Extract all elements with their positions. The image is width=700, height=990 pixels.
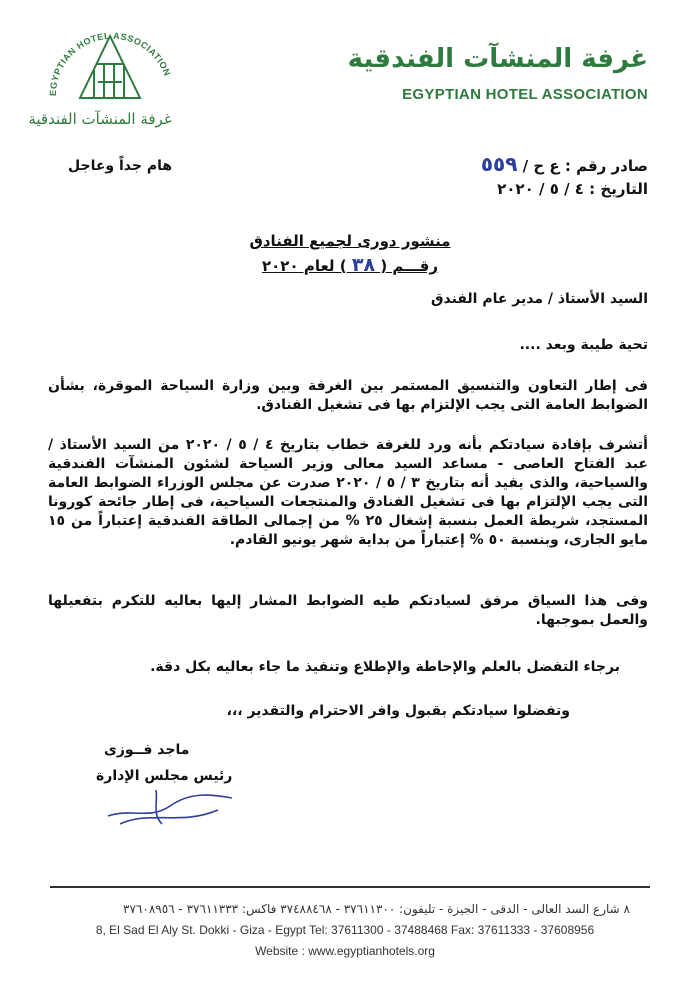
logo-caption: غرفة المنشآت الفندقية (28, 110, 172, 128)
handwritten-signature (100, 780, 240, 830)
salutation: السيد الأستاذ / مدير عام الفندق (431, 291, 648, 307)
footer-website: Website : www.egyptianhotels.org (255, 944, 435, 958)
brand-name-english: EGYPTIAN HOTEL ASSOCIATION (402, 86, 648, 103)
greeting: تحية طيبة وبعد .... (519, 337, 648, 353)
circular-number-value: ٣٨ (351, 254, 376, 276)
logo-ring-text: EGYPTIAN HOTEL ASSOCIATION (47, 30, 173, 97)
circular-number (180, 254, 520, 276)
outgoing-number-label: صادر رقم : ع ح / (522, 157, 648, 175)
footer-address-english: 8, El Sad El Aly St. Dokki - Giza - Egypt Tel: 37611300 - 37488468 Fax: 37611333 - 37608956 (95, 923, 595, 937)
outgoing-number (481, 152, 648, 176)
paragraph-details: أتشرف بإفادة سيادتكم بأنه ورد للغرفة خطاب بتاريخ ٤ / ٥ / ٢٠٢٠ من السيد الأستاذ / عبد الفتاح العاصى - مساعد السيد معالى وزير السياحة لشئون المنشآت الفندقية والسياحية، والذى يفيد أنه بتاريخ ٣ / ٥ / ٢٠٢٠ صدرت عن مجلس الوزراء الضوابط العامة التى يجب الإلتزام بها فى تشغيل الفنادق والمنتجعات السياحية، فى إطار جائحة كورونا المستجد، شريطة العمل بنسبة إشغال ٢٥ % من إجمالى الطاقة الفندقية إعتباراً من ١٥ مايو الجارى، وبنسبة ٥٠ % إعتباراً من بداية شهر يونيو القادم. (48, 437, 649, 548)
urgent-note: هام جداً وعاجل (68, 158, 173, 174)
footer-divider (50, 886, 650, 888)
letter-date: التاريخ : ٤ / ٥ / ٢٠٢٠ (497, 180, 648, 198)
circular-title: منشور دورى لجميع الفنادق (249, 232, 451, 250)
signatory-name: ماجد فــوزى (104, 742, 190, 758)
footer-address-arabic: ٨ شارع السد العالى - الدقى - الجيزة - تليفون: ٣٧٦١١٣٠٠ - ٣٧٤٨٨٤٦٨ فاكس: ٣٧٦١١٣٣٣ - ٣٧٦٠٨٩٥٦ (123, 902, 630, 916)
paragraph-context: فى إطار التعاون والتنسيق المستمر بين الغرفة وبين وزارة السياحة الموقرة، بشأن الضوابط العامة التى يجب الإلتزام بها فى تشغيل الفنادق. (48, 378, 648, 413)
paragraph-attachment: وفى هذا السياق مرفق لسيادتكم طيه الضوابط المشار إليها بعاليه للتكرم بتفعيلها والعمل بموجبها. (48, 593, 648, 628)
request-line: برجاء التفضل بالعلم والإحاطة والإطلاع وتنفيذ ما جاء بعاليه بكل دقة. (150, 659, 620, 675)
signatory-title: رئيس مجلس الإدارة (96, 768, 233, 784)
closing-line: وتفضلوا سيادتكم بقبول وافر الاحترام والتقدير ،،، (226, 703, 570, 719)
outgoing-number-value: ٥٥٩ (480, 152, 518, 176)
brand-name-arabic: غرفة المنشآت الفندقية (347, 44, 648, 74)
circular-number-prefix: رقـــم ( (380, 257, 438, 275)
circular-number-suffix: ) لعام ٢٠٢٠ (261, 257, 347, 275)
